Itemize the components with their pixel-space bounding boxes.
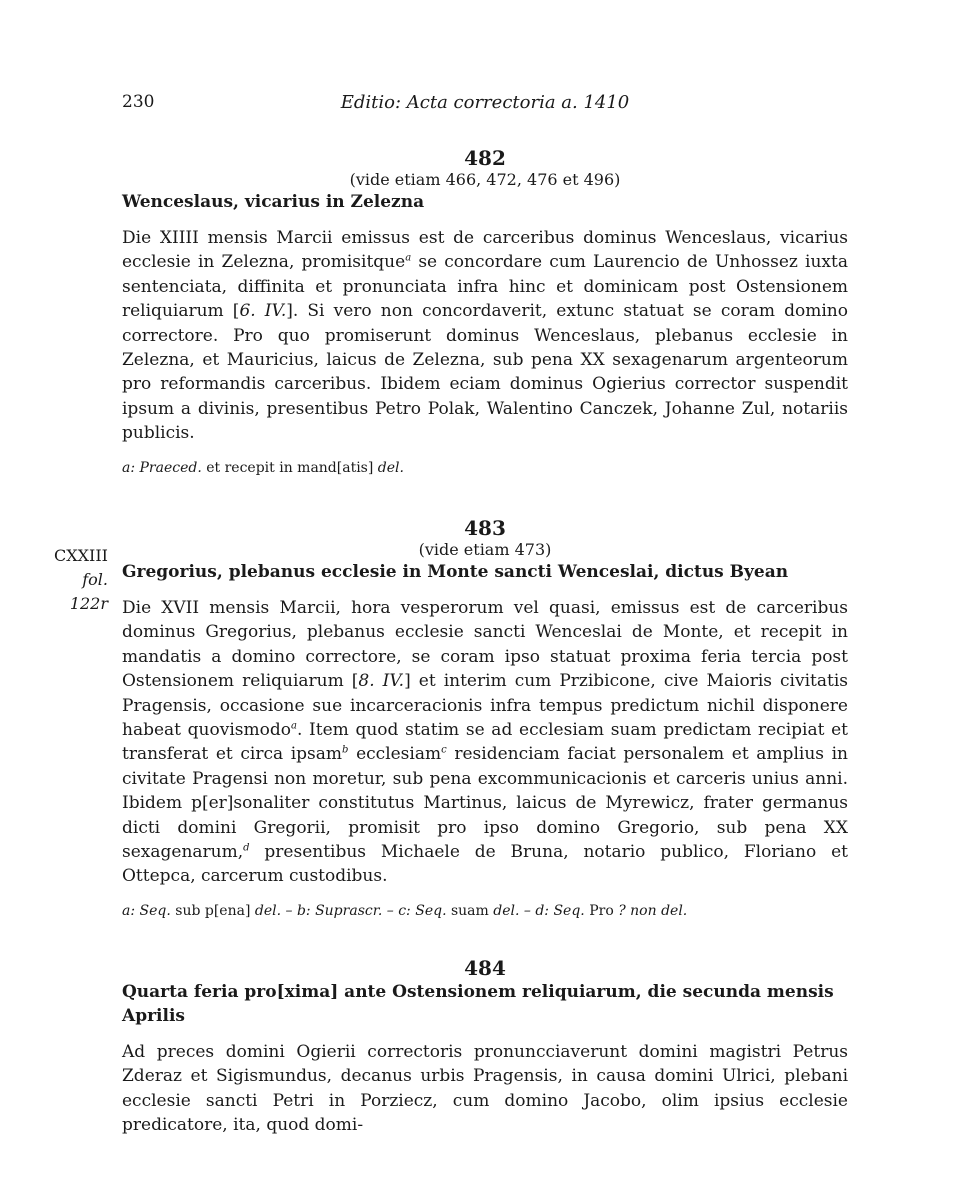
footnote-marker: a [405,252,412,264]
entry-heading: Quarta feria pro[xima] ante Ostensionem reliquiarum, die secunda mensis Aprilis [122,982,834,1026]
running-head [122,92,848,116]
entry-heading: Gregorius, plebanus ecclesie in Monte sancti Wenceslai, dictus Byean [122,562,789,582]
footnote-marker: a [290,720,297,732]
entry-body: Die XIIII mensis Marcii emissus est de carceribus dominus Wenceslaus, vicarius ecclesie in Zelezna, promisitque$^a$ se concordare cum Laurencio de Unhossez iuxta sentenciata, diffinita et pronunciata infra hinc et dominicam post Ostensionem reliquiarum [6. IV.]. Si vero non concordaverit, extunc statuat se coram domino correctore. Pro quo promiserunt dominus Wenceslaus, plebanus ecclesie in Zelezna, et Mauricius, laicus de Zelezna, sub pena XX sexagenarum argenteorum pro reformandis carceribus. Ibidem eciam dominus Ogierius corrector suspendit ipsum a divinis, presentibus Petro Polak, Walentino Canczek, Johanne Zul, notariis publicis. [122,228,848,444]
entry-footnote: a: Seq. sub p[ena] del. – b: Suprascr. – c: Seq. suam del. – d: Seq. Pro ? non del. [122,902,688,919]
footnote-marker: b [342,744,349,756]
entry-body: Ad preces domini Ogierii correctoris pronuncciaverunt domini magistri Petrus Zderaz et Sigismundus, decanus urbis Pragensis, in causa domini Ulrici, plebani ecclesie sancti Petri in Porziecz, cum domino Jacobo, olim ipsius ecclesie predicatore, ita, quod domi- [122,1042,848,1136]
footnote-marker: d [243,842,250,854]
entry-484 [122,956,848,1138]
folio-roman: CXXIII [54,546,108,565]
entry-482 [122,146,848,478]
entry-crossref: (vide etiam 473) [418,540,552,559]
running-title: Editio: Acta correctoria a. 1410 [340,92,630,113]
entry-body: Die XVII mensis Marcii, hora vesperorum vel quasi, emissus est de carceribus dominus Gregorius, plebanus ecclesie sancti Wenceslai de Monte, et recepit in mandatis a domino correctore, se coram ipso statuat proxima feria tercia post Ostensionem reliquiarum [8. IV.] et interim cum Przibicone, cive Maioris civitatis Pragensis, occasione sue incarceracionis infra tempus predictum nichil disponere habeat quovismodo$^a$. Item quod statim se ad ecclesiam suam predictam recipiat et transferat et circa ipsam$^b$ ecclesiam$^c$ residenciam faciat personalem et amplius in civitate Pragensi non moretur, sub pena excommunicacionis et carceris unius anni. Ibidem p[er]sonaliter constitutus Martinus, laicus de Myrewicz, frater germanus dicti domini Gregorii, promisit pro ipso domino Gregorio, sub pena XX sexagenarum,$^d$ presentibus Michaele de Bruna, notario publico, Floriano et Ottepca, carcerum custodibus. [122,598,849,887]
footnote-marker: c [441,744,447,756]
entry-footnote: a: Praeced. et recepit in mand[atis] del. [122,459,404,476]
entry-crossref: (vide etiam 466, 472, 476 et 496) [349,170,621,189]
entry-number: 484 [464,956,506,980]
folio-reference: fol. 122r [69,570,108,613]
page-number: 230 [122,92,155,112]
margin-note [40,544,108,616]
entry-number: 482 [464,146,506,170]
entry-483 [122,516,848,921]
entry-heading: Wenceslaus, vicarius in Zelezna [122,192,425,212]
entry-number: 483 [464,516,506,540]
